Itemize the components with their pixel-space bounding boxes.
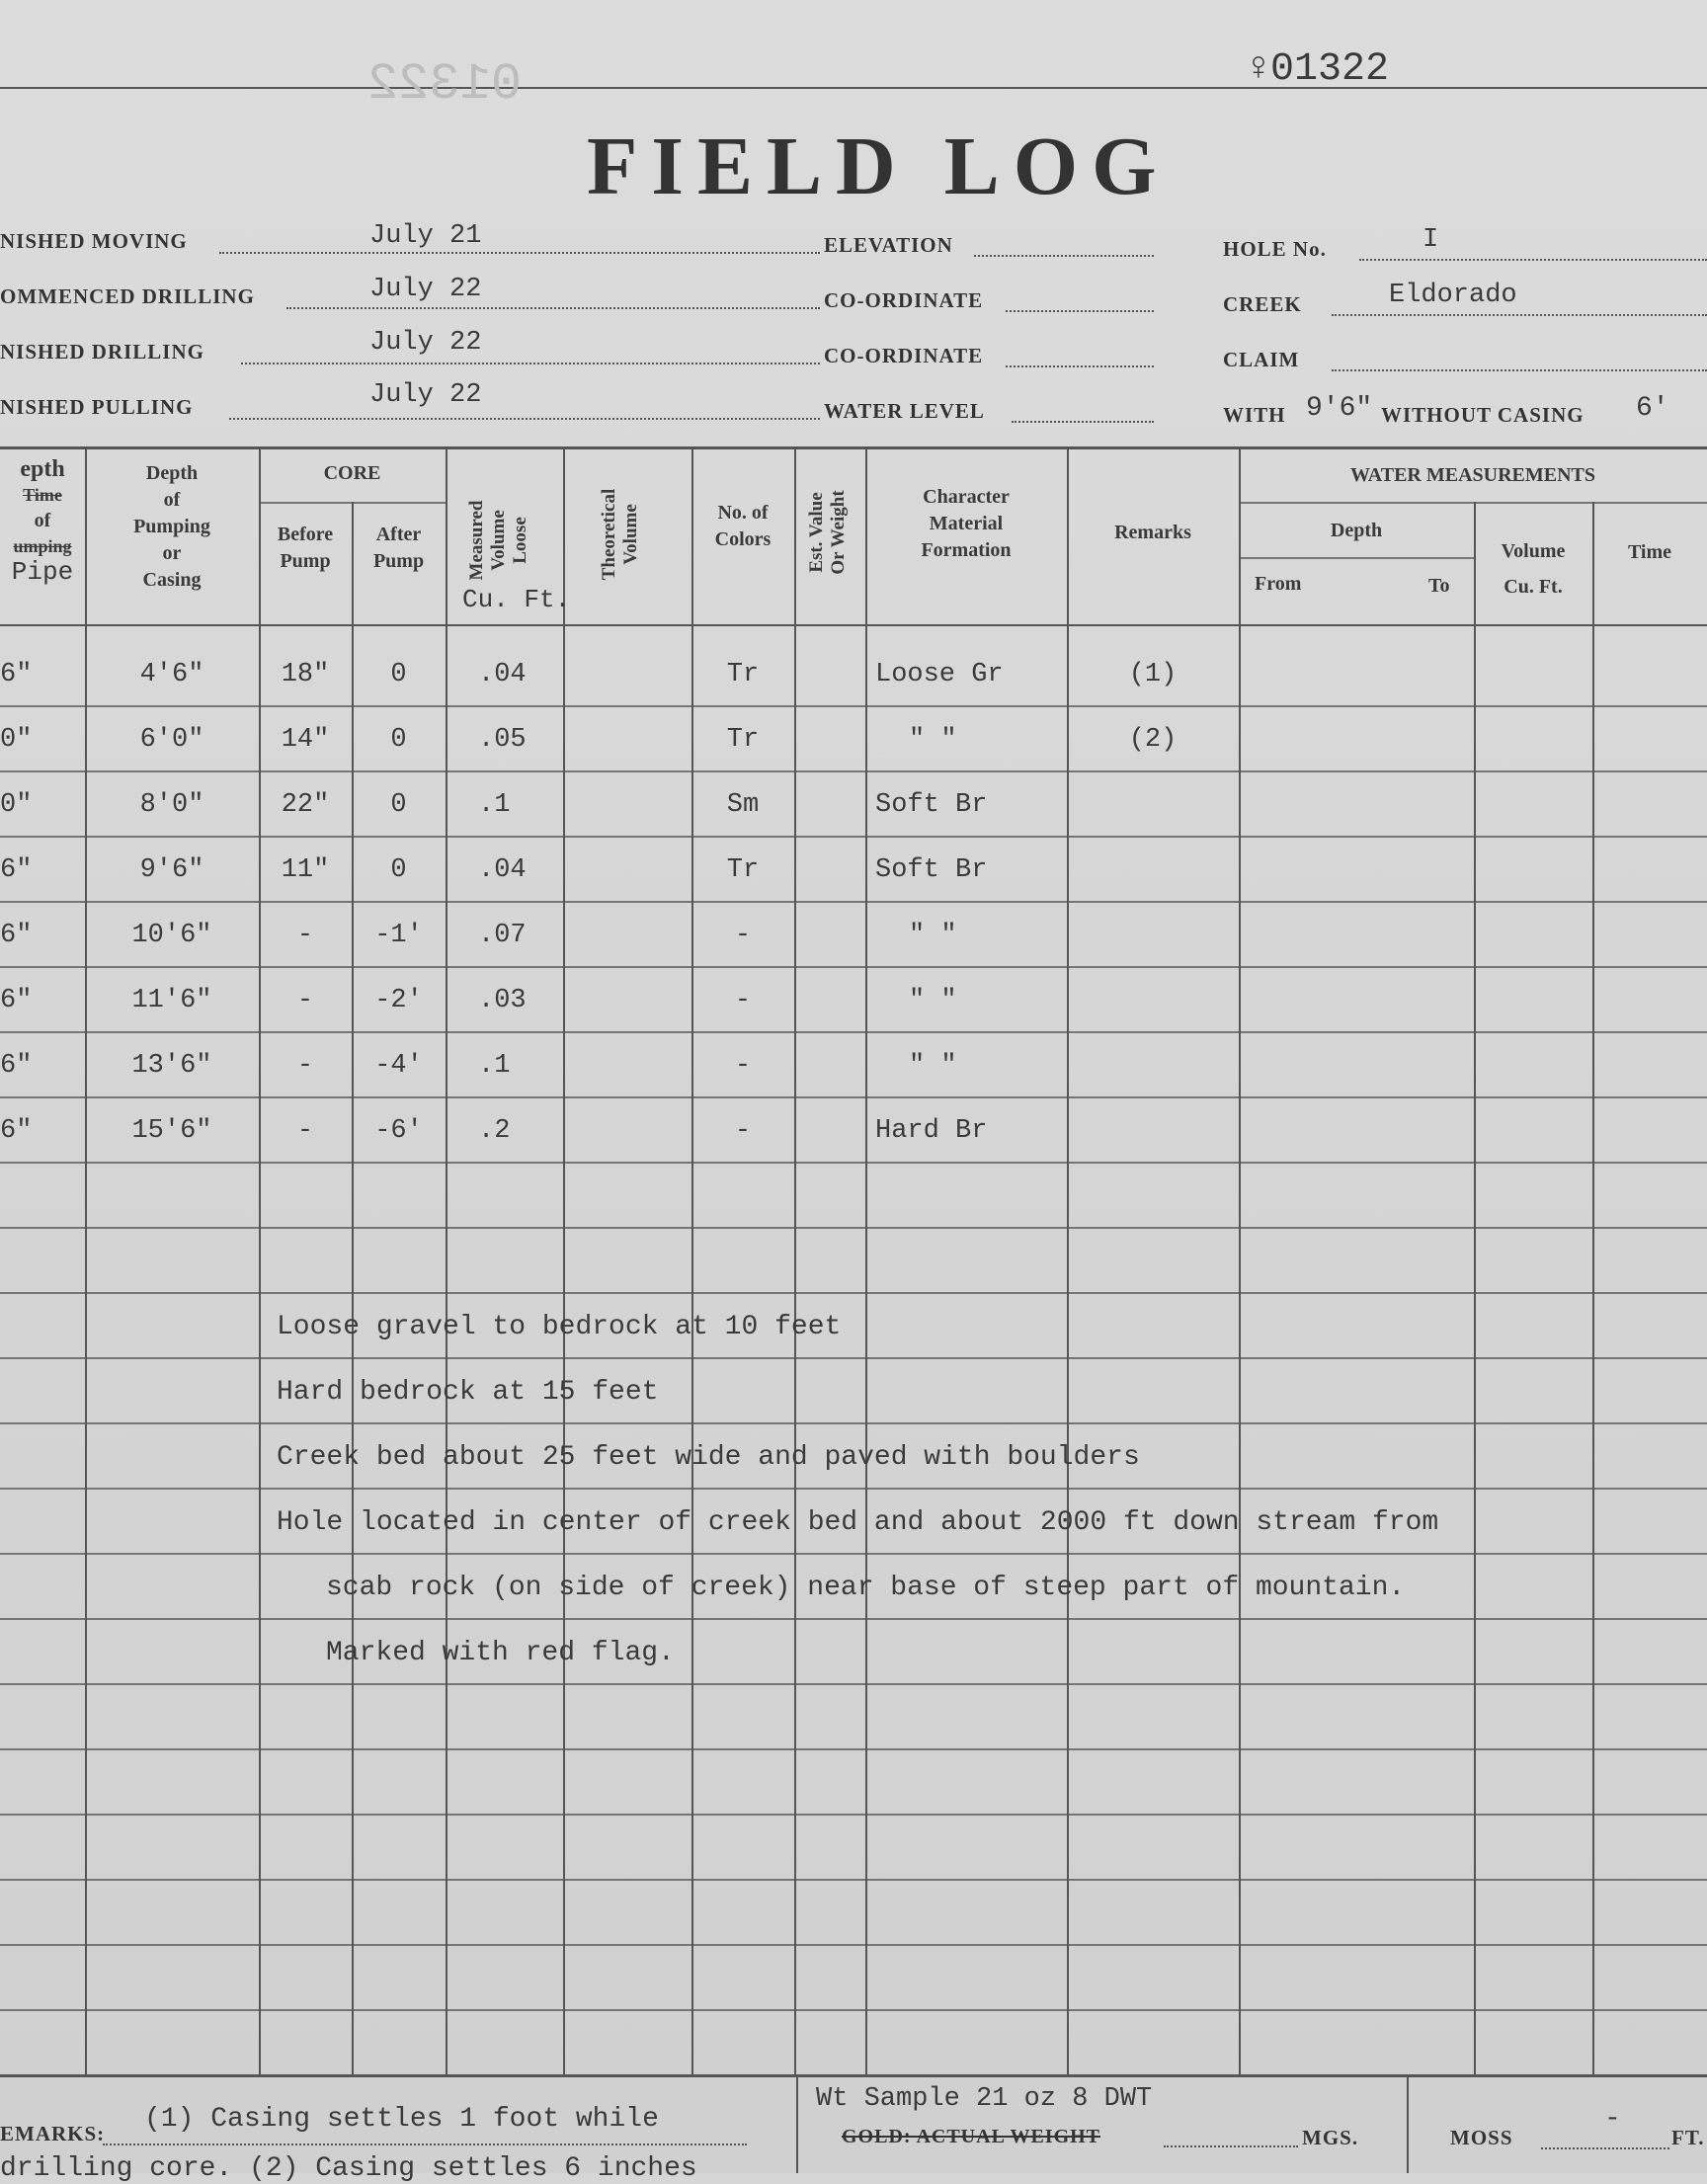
col-line-12 (1592, 502, 1594, 2074)
col-line-5 (563, 446, 565, 2074)
cell-colors: Tr (726, 660, 760, 689)
creek-label: CREEK (1223, 292, 1302, 316)
mgs-label: MGS. (1302, 2126, 1359, 2149)
col-line-11 (1474, 502, 1476, 2074)
hole-no-value: I (1422, 225, 1439, 255)
water-sub-rule (1239, 502, 1707, 504)
before-pump-header: Before Pump (277, 524, 334, 572)
with-casing-label: WITH (1223, 403, 1286, 427)
row-rule (0, 1292, 1707, 1294)
wt-sample: Wt Sample 21 oz 8 DWT (816, 2084, 1153, 2114)
document-number (1247, 47, 1389, 92)
col-line-6 (691, 446, 693, 2074)
row-rule (0, 770, 1707, 772)
depth-pipe-header-2: Time (23, 485, 62, 505)
cell-pipe: 0" (0, 725, 33, 755)
col-line-4 (446, 446, 447, 2074)
claim-dots (1332, 369, 1707, 371)
cell-remarks: (2) (1128, 725, 1178, 755)
row-rule (0, 705, 1707, 707)
finished-drilling-dots (241, 363, 820, 364)
cell-pipe: 6" (0, 855, 33, 885)
cell-casing: 4'6" (139, 660, 204, 689)
moss-value: - (1604, 2104, 1621, 2135)
cell-after: -4' (374, 1051, 423, 1081)
note-2: Hard bedrock at 15 feet (277, 1377, 659, 1408)
cell-casing: 8'0" (139, 790, 204, 820)
row-rule (0, 1422, 1707, 1424)
cell-colors: - (734, 1051, 752, 1081)
cell-after: -1' (374, 921, 423, 950)
cell-casing: 13'6" (131, 1051, 212, 1081)
document-number-value: 01322 (1270, 47, 1390, 92)
coordinate-2-dots (1006, 365, 1154, 367)
cell-pipe: 6" (0, 1051, 33, 1081)
depth-pipe-header (0, 456, 85, 585)
cell-colors: - (734, 921, 752, 950)
moss-label: MOSS (1450, 2126, 1513, 2149)
row-rule (0, 1879, 1707, 1881)
cell-casing: 6'0" (139, 725, 204, 755)
row-rule (0, 1357, 1707, 1359)
cell-casing: 11'6" (131, 986, 212, 1015)
cell-casing: 9'6" (139, 855, 204, 885)
cu-ft-header: Cu. Ft. (462, 585, 571, 614)
cell-after: 0 (390, 790, 407, 820)
note-6: Marked with red flag. (326, 1638, 675, 1668)
ghost-number: 01322 (367, 55, 523, 114)
hole-no-label: HOLE No. (1223, 237, 1327, 261)
depth-pumping-header: Depth of Pumping or Casing (133, 462, 210, 591)
cell-pipe: 6" (0, 1116, 33, 1146)
cell-after: -6' (374, 1116, 423, 1146)
row-rule (0, 966, 1707, 968)
commenced-drilling-dots (286, 307, 820, 309)
cell-volume: .1 (478, 790, 511, 820)
cell-remarks: (1) (1128, 660, 1178, 689)
note-1: Loose gravel to bedrock at 10 feet (277, 1312, 842, 1342)
core-header: CORE (323, 462, 381, 484)
without-casing-value: 6' (1636, 393, 1669, 424)
remarks-value: (1) Casing settles 1 foot while (144, 2104, 659, 2135)
cell-character: " " (909, 986, 957, 1015)
commenced-drilling-label: OMMENCED DRILLING (0, 284, 255, 308)
row-rule (0, 901, 1707, 903)
cell-before: - (296, 1116, 314, 1146)
document-number-prefix: ♀ (1247, 47, 1271, 92)
cell-character: Soft Br (875, 855, 988, 885)
elevation-dots (974, 255, 1154, 257)
row-rule (0, 1944, 1707, 1946)
col-line-1 (85, 446, 87, 2074)
gold-actual-weight-label: GOLD: ACTUAL WEIGHT (842, 2126, 1101, 2147)
page-title: FIELD LOG (587, 121, 1171, 212)
water-level-label: WATER LEVEL (824, 399, 985, 423)
table-top-rule (0, 446, 1707, 449)
measured-volume-header: Measured Volume Loose (466, 500, 530, 581)
water-level-dots (1012, 421, 1154, 423)
after-pump-header: After Pump (372, 524, 425, 572)
cell-colors: Sm (726, 790, 760, 820)
finished-drilling-label: NISHED DRILLING (0, 340, 204, 364)
col-line-2 (259, 446, 261, 2074)
footer-divider-2 (1407, 2074, 1409, 2173)
row-rule (0, 1618, 1707, 1620)
cell-volume: .03 (478, 986, 527, 1015)
cell-after: 0 (390, 855, 407, 885)
coordinate-1-dots (1006, 310, 1154, 312)
cell-volume: .04 (478, 855, 527, 885)
water-volume-header: Volume Cu. Ft. (1501, 540, 1566, 598)
cell-colors: - (734, 1116, 752, 1146)
cell-volume: .05 (478, 725, 527, 755)
depth-pipe-header-5: Pipe (11, 557, 74, 587)
note-5: scab rock (on side of creek) near base of steep part of mountain. (326, 1573, 1406, 1603)
depth-pipe-header-3: of (34, 510, 51, 531)
creek-dots (1332, 314, 1707, 316)
cell-colors: - (734, 986, 752, 1015)
character-header: Character Material Formation (921, 486, 1012, 561)
cell-character: " " (909, 725, 957, 755)
hole-no-dots (1359, 259, 1707, 261)
core-sub-rule (259, 502, 446, 504)
col-line-9 (1067, 446, 1069, 2074)
row-rule (0, 1096, 1707, 1098)
no-colors-header: No. of Colors (714, 502, 772, 550)
cell-volume: .1 (478, 1051, 511, 1081)
cell-colors: Tr (726, 855, 760, 885)
finished-drilling-value: July 22 (369, 328, 482, 358)
row-rule (0, 1227, 1707, 1229)
cell-character: Hard Br (875, 1116, 988, 1146)
cell-after: 0 (390, 660, 407, 689)
water-depth-sub-rule (1239, 557, 1474, 559)
remarks-dots (103, 2144, 747, 2145)
cell-character: Soft Br (875, 790, 988, 820)
note-4: Hole located in center of creek bed and about 2000 ft down stream from (277, 1507, 1439, 1538)
row-rule (0, 1488, 1707, 1490)
claim-label: CLAIM (1223, 348, 1300, 371)
cell-casing: 10'6" (131, 921, 212, 950)
finished-pulling-value: July 22 (369, 380, 482, 410)
row-rule (0, 836, 1707, 838)
water-to-header: To (1428, 575, 1450, 597)
cell-volume: .04 (478, 660, 527, 689)
cell-before: 11" (281, 855, 330, 885)
finished-moving-label: NISHED MOVING (0, 229, 188, 253)
cell-volume: .07 (478, 921, 527, 950)
table-header-rule (0, 624, 1707, 626)
with-casing-value: 9'6" (1306, 393, 1373, 424)
water-depth-header: Depth (1330, 520, 1383, 541)
note-3: Creek bed about 25 feet wide and paved with boulders (277, 1442, 1140, 1473)
water-measurements-header: WATER MEASUREMENTS (1350, 464, 1595, 486)
cell-before: 18" (281, 660, 330, 689)
col-line-10 (1239, 446, 1241, 2074)
cell-before: - (296, 986, 314, 1015)
row-rule (0, 2009, 1707, 2011)
table-bottom-rule (0, 2074, 1707, 2077)
cell-colors: Tr (726, 725, 760, 755)
top-rule (0, 87, 1707, 89)
cell-pipe: 0" (0, 790, 33, 820)
cell-pipe: 6" (0, 660, 33, 689)
water-from-header: From (1255, 573, 1302, 595)
cell-character: " " (909, 921, 957, 950)
cell-casing: 15'6" (131, 1116, 212, 1146)
est-value-header: Est. Value Or Weight (806, 490, 849, 575)
remarks-line-2: drilling core. (2) Casing settles 6 inches (0, 2153, 697, 2184)
finished-pulling-dots (229, 418, 820, 420)
commenced-drilling-value: July 22 (369, 275, 482, 304)
row-rule (0, 1162, 1707, 1164)
finished-moving-dots (219, 252, 820, 254)
cell-pipe: 6" (0, 921, 33, 950)
col-line-7 (794, 446, 796, 2074)
finished-moving-value: July 21 (369, 221, 482, 251)
cell-character: Loose Gr (875, 660, 1004, 689)
water-time-header: Time (1627, 541, 1672, 563)
cell-volume: .2 (478, 1116, 511, 1146)
cell-before: 14" (281, 725, 330, 755)
finished-pulling-label: NISHED PULLING (0, 395, 194, 419)
coordinate-2-label: CO-ORDINATE (824, 344, 984, 367)
cell-before: - (296, 1051, 314, 1081)
cell-character: " " (909, 1051, 957, 1081)
theoretical-volume-header: Theoretical Volume (599, 488, 641, 581)
row-rule (0, 1031, 1707, 1033)
cell-before: 22" (281, 790, 330, 820)
row-rule (0, 1814, 1707, 1816)
ft-label: FT. (1671, 2126, 1705, 2149)
coordinate-1-label: CO-ORDINATE (824, 288, 984, 312)
row-rule (0, 1748, 1707, 1750)
moss-dots (1541, 2147, 1669, 2149)
cell-pipe: 6" (0, 986, 33, 1015)
cell-after: -2' (374, 986, 423, 1015)
footer-divider-1 (796, 2074, 798, 2173)
cell-before: - (296, 921, 314, 950)
remarks-header: Remarks (1114, 522, 1191, 543)
depth-pipe-header-1: epth (20, 456, 65, 482)
elevation-label: ELEVATION (824, 233, 953, 257)
row-rule (0, 1683, 1707, 1685)
mgs-dots (1164, 2145, 1298, 2147)
depth-pipe-header-4: umping (13, 536, 72, 556)
col-line-8 (865, 446, 867, 2074)
row-rule (0, 1553, 1707, 1555)
remarks-label: EMARKS: (0, 2122, 106, 2145)
creek-value: Eldorado (1389, 281, 1517, 310)
cell-after: 0 (390, 725, 407, 755)
without-casing-label: WITHOUT CASING (1381, 403, 1585, 427)
